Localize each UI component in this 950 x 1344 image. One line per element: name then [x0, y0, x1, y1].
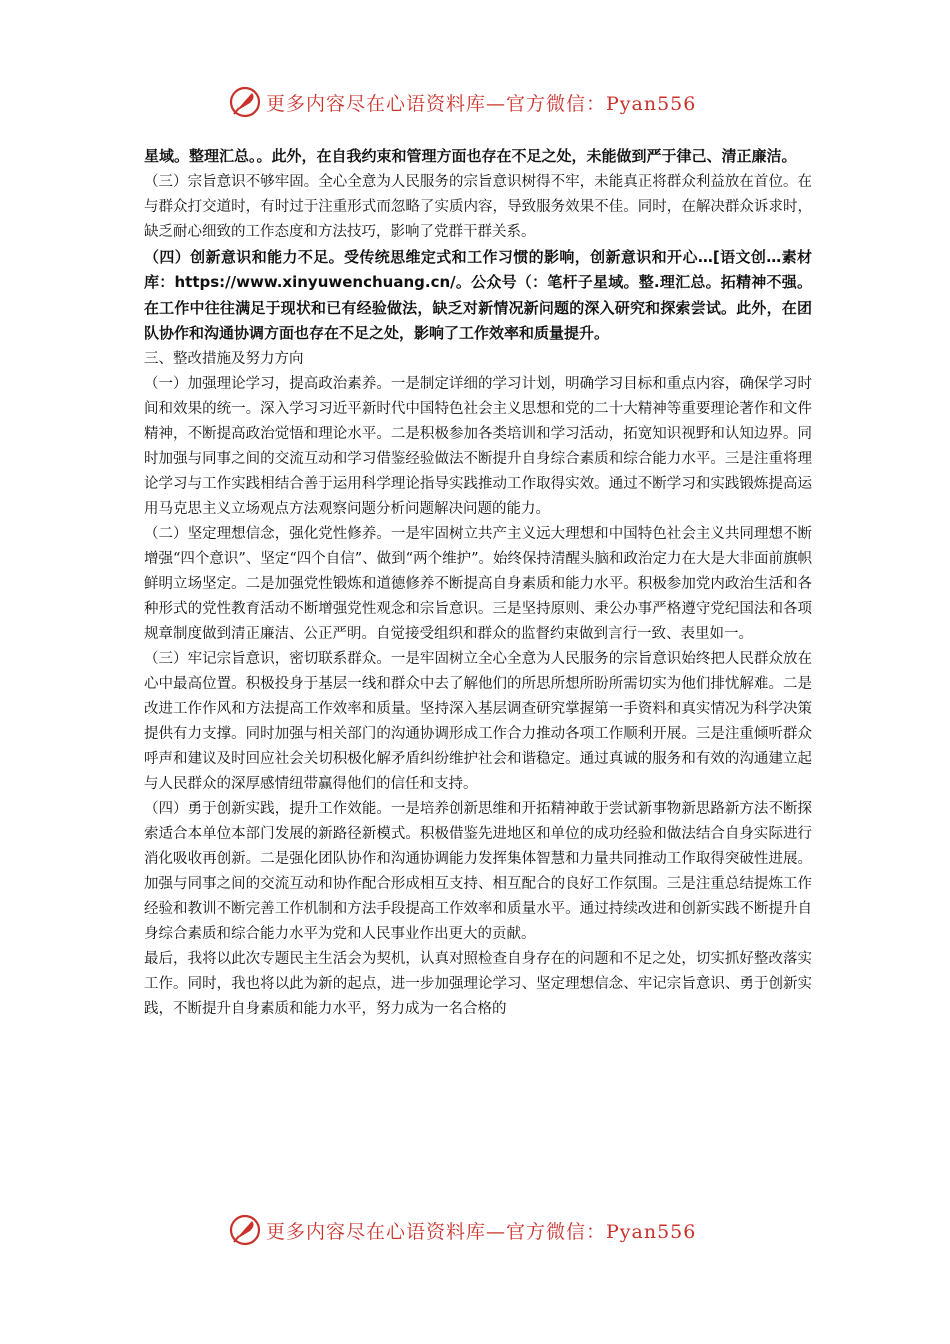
- header-watermark-banner: [228, 82, 728, 122]
- paragraph: （一）加强理论学习，提高政治素养。一是制定详细的学习计划，明确学习目标和重点内容，确保学习时间和效果的统一。深入学习习近平新时代中国特色社会主义思想和党的二十大精神等重要理论著作和文件精神，不断提高政治觉悟和理论水平。二是积极参加各类培训和学习活动，拓宽知识视野和认知边界。同时加强与同事之间的交流互动和学习借鉴经验做法不断提升自身综合素质和综合能力水平。三是注重将理论学习与工作实践相结合善于运用科学理论指导实践推动工作取得实效。通过不断学习和实践锻炼提高运用马克思主义立场观点方法观察问题分析问题解决问题的能力。: [144, 375, 812, 517]
- quill-logo-icon: [228, 85, 262, 119]
- section-heading: 三、整改措施及努力方向: [144, 350, 304, 367]
- quill-logo-icon: [228, 1213, 262, 1247]
- header-banner-text: 更多内容尽在心语资料库—官方微信：Pyan556: [266, 92, 697, 115]
- paragraph: （四）创新意识和能力不足。受传统思维定式和工作习惯的影响，创新意识和开心…[语文创…素材库：https://www.xinyuwenchuang.cn/。公众号（：笔杆子星域。整.理汇总。拓精神不强。在工作中往往满足于现状和已有经验做法，缺乏对新情况新问题的深入研究和探索尝试。此外，在团队协作和沟通协调方面也存在不足之处，影响了工作效率和质量提升。: [144, 247, 812, 342]
- paragraph: （二）坚定理想信念，强化党性修养。一是牢固树立共产主义远大理想和中国特色社会主义共同理想不断增强“四个意识”、坚定“四个自信”、做到“两个维护”。始终保持清醒头脑和政治定力在大是大非面前旗帜鲜明立场坚定。二是加强党性锻炼和道德修养不断提高自身素质和能力水平。积极参加党内政治生活和各种形式的党性教育活动不断增强党性观念和宗旨意识。三是坚持原则、秉公办事严格遵守党纪国法和各项规章制度做到清正廉洁、公正严明。自觉接受组织和群众的监督约束做到言行一致、表里如一。: [144, 525, 812, 642]
- paragraph: （四）勇于创新实践，提升工作效能。一是培养创新思维和开拓精神敢于尝试新事物新思路新方法不断探索适合本单位本部门发展的新路径新模式。积极借鉴先进地区和单位的成功经验和做法结合自身实际进行消化吸收再创新。二是强化团队协作和沟通协调能力发挥集体智慧和力量共同推动工作取得突破性进展。加强与同事之间的交流互动和协作配合形成相互支持、相互配合的良好工作氛围。三是注重总结提炼工作经验和教训不断完善工作机制和方法手段提高工作效率和质量水平。通过持续改进和创新实践不断提升自身综合素质和综合能力水平为党和人民事业作出更大的贡献。: [144, 800, 812, 942]
- paragraph: （三）宗旨意识不够牢固。全心全意为人民服务的宗旨意识树得不牢，未能真正将群众利益放在首位。在与群众打交道时，有时过于注重形式而忽略了实质内容，导致服务效果不佳。同时，在解决群众诉求时，缺乏耐心细致的工作态度和方法技巧，影响了党群干群关系。: [144, 173, 812, 240]
- paragraph: （三）牢记宗旨意识，密切联系群众。一是牢固树立全心全意为人民服务的宗旨意识始终把人民群众放在心中最高位置。积极投身于基层一线和群众中去了解他们的所思所想所盼所需切实为他们排忧解难。二是改进工作作风和方法提高工作效率和质量。坚持深入基层调查研究掌握第一手资料和真实情况为科学决策提供有力支撑。同时加强与相关部门的沟通协调形成工作合力推动各项工作顺利开展。三是注重倾听群众呼声和建议及时回应社会关切积极化解矛盾纠纷维护社会和谐稳定。通过真诚的服务和有效的沟通建立起与人民群众的深厚感情纽带赢得他们的信任和支持。: [144, 650, 812, 792]
- footer-watermark-banner: [228, 1210, 728, 1250]
- document-body: [144, 144, 812, 1022]
- paragraph: 最后，我将以此次专题民主生活会为契机，认真对照检查自身存在的问题和不足之处，切实抓好整改落实工作。同时，我也将以此为新的起点，进一步加强理论学习、坚定理想信念、牢记宗旨意识、勇于创新实践，不断提升自身素质和能力水平，努力成为一名合格的: [144, 950, 812, 1017]
- paragraph: 星域。整理汇总。。此外，在自我约束和管理方面也存在不足之处，未能做到严于律己、清正廉洁。: [144, 147, 797, 165]
- footer-banner-text: 更多内容尽在心语资料库—官方微信：Pyan556: [266, 1220, 697, 1243]
